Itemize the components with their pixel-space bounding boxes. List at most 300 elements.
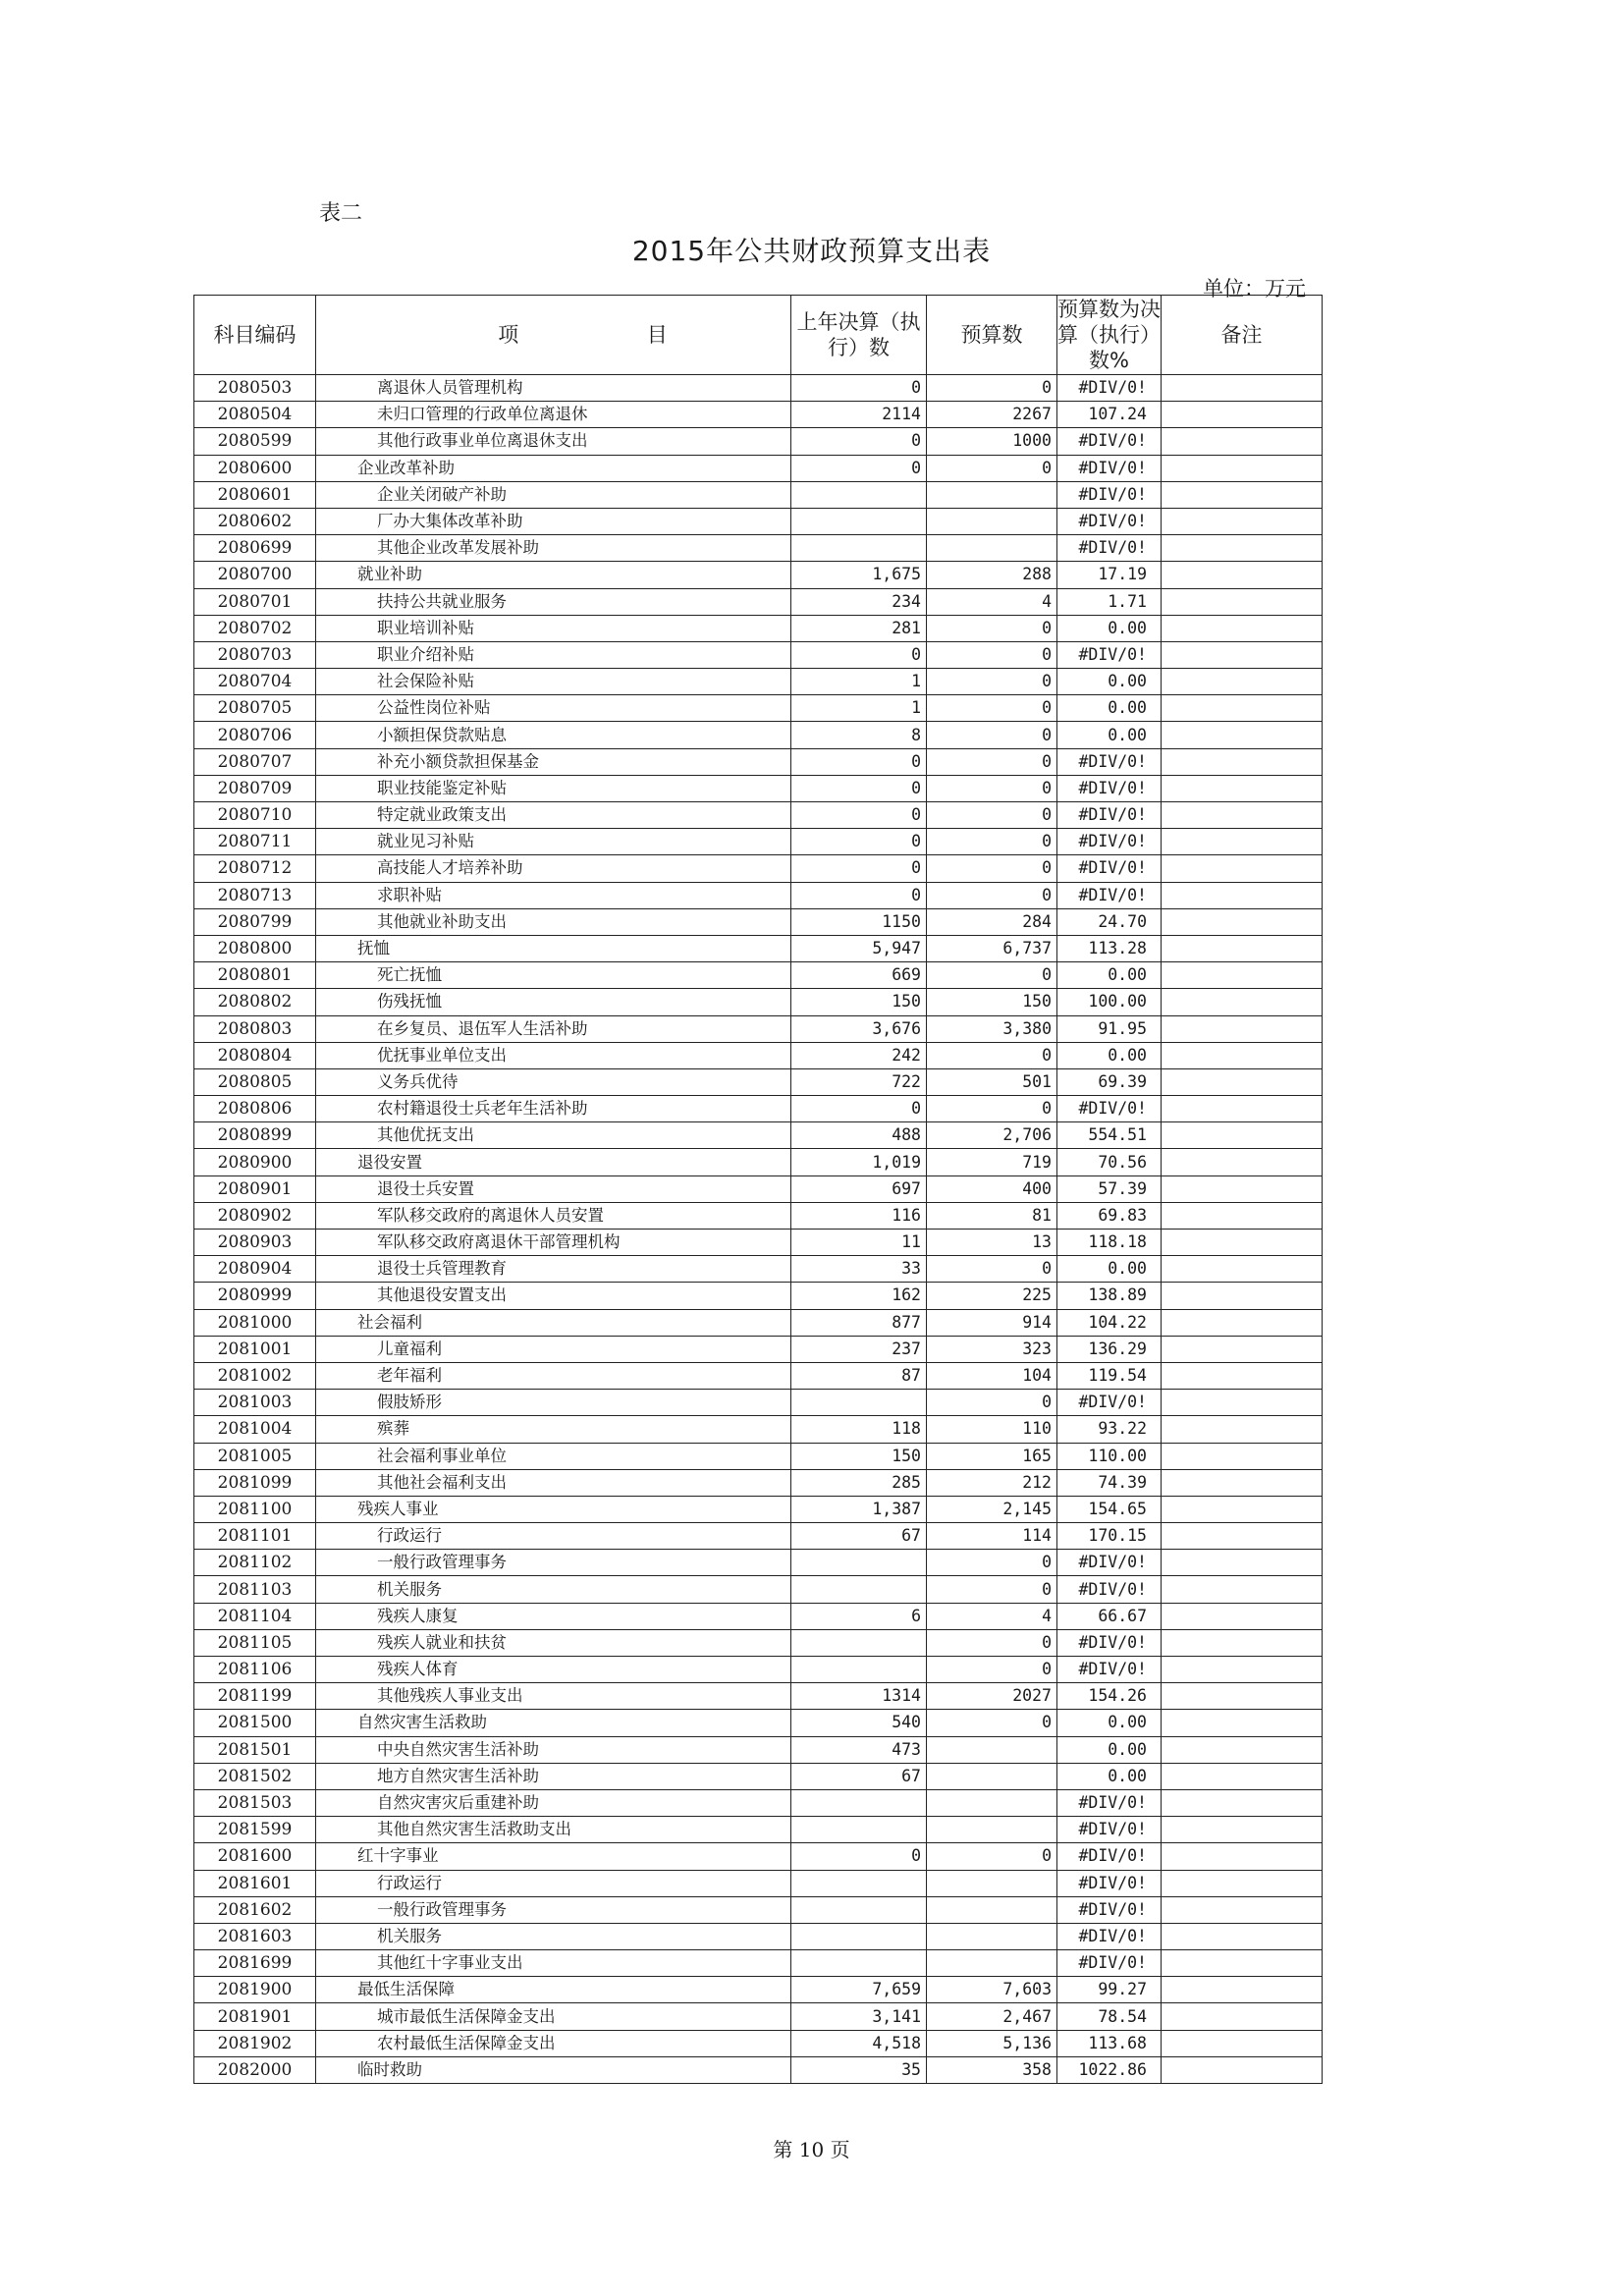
note-cell xyxy=(1162,2003,1323,2030)
note-cell xyxy=(1162,1763,1323,1789)
prev-actual-cell xyxy=(791,1950,927,1977)
code-cell: 2081003 xyxy=(194,1390,316,1416)
ratio-cell: #DIV/0! xyxy=(1057,802,1162,829)
item-name-cell: 未归口管理的行政单位离退休 xyxy=(316,402,791,428)
note-cell xyxy=(1162,1550,1323,1576)
item-name-cell: 离退休人员管理机构 xyxy=(316,375,791,402)
ratio-cell: #DIV/0! xyxy=(1057,1843,1162,1870)
item-name-cell: 补充小额贷款担保基金 xyxy=(316,748,791,775)
prev-actual-cell: 5,947 xyxy=(791,935,927,961)
ratio-cell: 0.00 xyxy=(1057,962,1162,989)
note-cell xyxy=(1162,669,1323,695)
item-name-cell: 城市最低生活保障金支出 xyxy=(316,2003,791,2030)
table-row xyxy=(194,1789,1323,1816)
header-code: 科目编码 xyxy=(194,296,316,375)
note-cell xyxy=(1162,1896,1323,1923)
prev-actual-cell xyxy=(791,508,927,534)
code-cell: 2080712 xyxy=(194,855,316,882)
prev-actual-cell: 0 xyxy=(791,802,927,829)
header-item-part-1: 项 xyxy=(498,323,519,347)
budget-cell: 0 xyxy=(927,962,1057,989)
table-row xyxy=(194,1683,1323,1710)
table-row xyxy=(194,748,1323,775)
item-name-cell: 假肢矫形 xyxy=(316,1390,791,1416)
item-name-cell: 退役士兵安置 xyxy=(316,1175,791,1202)
item-name-cell: 农村籍退役士兵老年生活补助 xyxy=(316,1096,791,1122)
table-row xyxy=(194,829,1323,855)
note-cell xyxy=(1162,2056,1323,2083)
code-cell: 2081599 xyxy=(194,1817,316,1843)
ratio-cell: #DIV/0! xyxy=(1057,1950,1162,1977)
budget-cell: 0 xyxy=(927,1576,1057,1603)
ratio-cell: #DIV/0! xyxy=(1057,1390,1162,1416)
budget-cell: 5,136 xyxy=(927,2030,1057,2056)
ratio-cell: 118.18 xyxy=(1057,1230,1162,1256)
note-cell xyxy=(1162,1843,1323,1870)
note-cell xyxy=(1162,481,1323,508)
note-cell xyxy=(1162,1977,1323,2003)
budget-cell: 2027 xyxy=(927,1683,1057,1710)
note-cell xyxy=(1162,1443,1323,1469)
code-cell: 2082000 xyxy=(194,2056,316,2083)
item-name-cell: 机关服务 xyxy=(316,1576,791,1603)
budget-cell: 0 xyxy=(927,1390,1057,1416)
item-name-cell: 伤残抚恤 xyxy=(316,989,791,1015)
budget-cell: 0 xyxy=(927,1096,1057,1122)
code-cell: 2080601 xyxy=(194,481,316,508)
table-row xyxy=(194,508,1323,534)
ratio-cell: #DIV/0! xyxy=(1057,508,1162,534)
budget-cell: 81 xyxy=(927,1202,1057,1229)
item-name-cell: 其他退役安置支出 xyxy=(316,1283,791,1309)
budget-cell: 0 xyxy=(927,615,1057,641)
prev-actual-cell: 3,676 xyxy=(791,1015,927,1042)
table-row xyxy=(194,1977,1323,2003)
table-row xyxy=(194,1950,1323,1977)
budget-cell: 0 xyxy=(927,641,1057,668)
table-row xyxy=(194,641,1323,668)
table-row xyxy=(194,1870,1323,1896)
code-cell: 2081102 xyxy=(194,1550,316,1576)
table-label: 表二 xyxy=(319,201,363,226)
code-cell: 2080800 xyxy=(194,935,316,961)
ratio-cell: #DIV/0! xyxy=(1057,1657,1162,1683)
prev-actual-cell: 87 xyxy=(791,1362,927,1389)
note-cell xyxy=(1162,588,1323,615)
budget-cell: 0 xyxy=(927,1657,1057,1683)
ratio-cell: 17.19 xyxy=(1057,562,1162,588)
code-cell: 2081602 xyxy=(194,1896,316,1923)
budget-cell: 0 xyxy=(927,748,1057,775)
prev-actual-cell: 0 xyxy=(791,455,927,481)
ratio-cell: 554.51 xyxy=(1057,1122,1162,1149)
prev-actual-cell: 281 xyxy=(791,615,927,641)
table-row xyxy=(194,722,1323,748)
item-name-cell: 残疾人事业 xyxy=(316,1496,791,1522)
ratio-cell: 74.39 xyxy=(1057,1469,1162,1496)
item-name-cell: 地方自然灾害生活补助 xyxy=(316,1763,791,1789)
note-cell xyxy=(1162,935,1323,961)
item-name-cell: 军队移交政府的离退休人员安置 xyxy=(316,1202,791,1229)
ratio-cell: 170.15 xyxy=(1057,1523,1162,1550)
table-row xyxy=(194,1443,1323,1469)
note-cell xyxy=(1162,508,1323,534)
item-name-cell: 公益性岗位补贴 xyxy=(316,695,791,722)
item-name-cell: 社会保险补贴 xyxy=(316,669,791,695)
prev-actual-cell: 1 xyxy=(791,669,927,695)
code-cell: 2081000 xyxy=(194,1309,316,1336)
prev-actual-cell: 3,141 xyxy=(791,2003,927,2030)
item-name-cell: 其他就业补助支出 xyxy=(316,908,791,935)
item-name-cell: 一般行政管理事务 xyxy=(316,1550,791,1576)
table-row xyxy=(194,775,1323,801)
item-name-cell: 老年福利 xyxy=(316,1362,791,1389)
prev-actual-cell xyxy=(791,1870,927,1896)
prev-actual-cell: 234 xyxy=(791,588,927,615)
note-cell xyxy=(1162,1096,1323,1122)
item-name-cell: 红十字事业 xyxy=(316,1843,791,1870)
prev-actual-cell: 7,659 xyxy=(791,1977,927,2003)
table-row xyxy=(194,1710,1323,1736)
budget-cell: 2267 xyxy=(927,402,1057,428)
budget-cell: 0 xyxy=(927,1550,1057,1576)
prev-actual-cell: 0 xyxy=(791,1096,927,1122)
code-cell: 2081104 xyxy=(194,1603,316,1629)
note-cell xyxy=(1162,1736,1323,1763)
note-cell xyxy=(1162,1309,1323,1336)
code-cell: 2080709 xyxy=(194,775,316,801)
note-cell xyxy=(1162,1523,1323,1550)
note-cell xyxy=(1162,1149,1323,1175)
budget-cell xyxy=(927,1817,1057,1843)
budget-cell: 0 xyxy=(927,882,1057,908)
note-cell xyxy=(1162,1950,1323,1977)
ratio-cell: 0.00 xyxy=(1057,722,1162,748)
prev-actual-cell: 0 xyxy=(791,882,927,908)
prev-actual-cell: 118 xyxy=(791,1416,927,1443)
ratio-cell: 69.83 xyxy=(1057,1202,1162,1229)
ratio-cell: #DIV/0! xyxy=(1057,375,1162,402)
code-cell: 2081099 xyxy=(194,1469,316,1496)
item-name-cell: 特定就业政策支出 xyxy=(316,802,791,829)
item-name-cell: 其他红十字事业支出 xyxy=(316,1950,791,1977)
note-cell xyxy=(1162,428,1323,455)
code-cell: 2080801 xyxy=(194,962,316,989)
ratio-cell: 107.24 xyxy=(1057,402,1162,428)
budget-cell xyxy=(927,481,1057,508)
prev-actual-cell: 242 xyxy=(791,1042,927,1068)
ratio-cell: #DIV/0! xyxy=(1057,1789,1162,1816)
unit-label: 单位：万元 xyxy=(1203,277,1306,301)
note-cell xyxy=(1162,1710,1323,1736)
code-cell: 2080999 xyxy=(194,1283,316,1309)
table-row xyxy=(194,1309,1323,1336)
code-cell: 2081902 xyxy=(194,2030,316,2056)
prev-actual-cell: 540 xyxy=(791,1710,927,1736)
note-cell xyxy=(1162,562,1323,588)
table-row xyxy=(194,1923,1323,1949)
ratio-cell: 0.00 xyxy=(1057,669,1162,695)
code-cell: 2080707 xyxy=(194,748,316,775)
note-cell xyxy=(1162,1015,1323,1042)
prev-actual-cell xyxy=(791,1789,927,1816)
table-row xyxy=(194,455,1323,481)
budget-cell: 0 xyxy=(927,1042,1057,1068)
prev-actual-cell: 1150 xyxy=(791,908,927,935)
header-ratio: 预算数为决算（执行）数% xyxy=(1057,296,1162,375)
note-cell xyxy=(1162,748,1323,775)
budget-cell: 2,145 xyxy=(927,1496,1057,1522)
table-row xyxy=(194,1817,1323,1843)
table-row xyxy=(194,1496,1323,1522)
budget-cell: 0 xyxy=(927,669,1057,695)
prev-actual-cell: 1 xyxy=(791,695,927,722)
code-cell: 2080803 xyxy=(194,1015,316,1042)
code-cell: 2080504 xyxy=(194,402,316,428)
budget-cell: 212 xyxy=(927,1469,1057,1496)
code-cell: 2081503 xyxy=(194,1789,316,1816)
ratio-cell: 69.39 xyxy=(1057,1068,1162,1095)
prev-actual-cell: 35 xyxy=(791,2056,927,2083)
item-name-cell: 抚恤 xyxy=(316,935,791,961)
note-cell xyxy=(1162,1362,1323,1389)
ratio-cell: 78.54 xyxy=(1057,2003,1162,2030)
code-cell: 2081004 xyxy=(194,1416,316,1443)
prev-actual-cell: 33 xyxy=(791,1256,927,1283)
budget-cell: 0 xyxy=(927,1256,1057,1283)
prev-actual-cell: 722 xyxy=(791,1068,927,1095)
prev-actual-cell: 0 xyxy=(791,428,927,455)
table-row xyxy=(194,962,1323,989)
budget-cell: 0 xyxy=(927,855,1057,882)
note-cell xyxy=(1162,615,1323,641)
table-row xyxy=(194,615,1323,641)
ratio-cell: 136.29 xyxy=(1057,1336,1162,1362)
table-row xyxy=(194,989,1323,1015)
table-row xyxy=(194,2030,1323,2056)
prev-actual-cell: 2114 xyxy=(791,402,927,428)
budget-cell: 2,706 xyxy=(927,1122,1057,1149)
ratio-cell: 57.39 xyxy=(1057,1175,1162,1202)
code-cell: 2080802 xyxy=(194,989,316,1015)
code-cell: 2081001 xyxy=(194,1336,316,1362)
ratio-cell: #DIV/0! xyxy=(1057,1096,1162,1122)
item-name-cell: 其他企业改革发展补助 xyxy=(316,535,791,562)
note-cell xyxy=(1162,1496,1323,1522)
prev-actual-cell xyxy=(791,1629,927,1656)
budget-cell: 0 xyxy=(927,775,1057,801)
item-name-cell: 扶持公共就业服务 xyxy=(316,588,791,615)
code-cell: 2080903 xyxy=(194,1230,316,1256)
code-cell: 2080703 xyxy=(194,641,316,668)
prev-actual-cell xyxy=(791,1896,927,1923)
item-name-cell: 其他自然灾害生活救助支出 xyxy=(316,1817,791,1843)
budget-cell: 150 xyxy=(927,989,1057,1015)
code-cell: 2081901 xyxy=(194,2003,316,2030)
note-cell xyxy=(1162,1817,1323,1843)
ratio-cell: #DIV/0! xyxy=(1057,1629,1162,1656)
note-cell xyxy=(1162,1042,1323,1068)
budget-cell: 323 xyxy=(927,1336,1057,1362)
budget-cell xyxy=(927,1870,1057,1896)
prev-actual-cell: 0 xyxy=(791,641,927,668)
prev-actual-cell: 1,675 xyxy=(791,562,927,588)
code-cell: 2080900 xyxy=(194,1149,316,1175)
prev-actual-cell xyxy=(791,1550,927,1576)
item-name-cell: 企业关闭破产补助 xyxy=(316,481,791,508)
item-name-cell: 残疾人就业和扶贫 xyxy=(316,1629,791,1656)
budget-table-container xyxy=(193,295,1322,2084)
ratio-cell: 0.00 xyxy=(1057,695,1162,722)
code-cell: 2081603 xyxy=(194,1923,316,1949)
code-cell: 2081005 xyxy=(194,1443,316,1469)
budget-cell: 165 xyxy=(927,1443,1057,1469)
budget-cell: 104 xyxy=(927,1362,1057,1389)
prev-actual-cell: 67 xyxy=(791,1523,927,1550)
item-name-cell: 死亡抚恤 xyxy=(316,962,791,989)
code-cell: 2081103 xyxy=(194,1576,316,1603)
prev-actual-cell: 0 xyxy=(791,1843,927,1870)
prev-actual-cell: 116 xyxy=(791,1202,927,1229)
budget-cell: 225 xyxy=(927,1283,1057,1309)
budget-cell: 0 xyxy=(927,1710,1057,1736)
item-name-cell: 义务兵优待 xyxy=(316,1068,791,1095)
table-row xyxy=(194,588,1323,615)
ratio-cell: #DIV/0! xyxy=(1057,455,1162,481)
item-name-cell: 中央自然灾害生活补助 xyxy=(316,1736,791,1763)
table-row xyxy=(194,1523,1323,1550)
table-row xyxy=(194,1736,1323,1763)
note-cell xyxy=(1162,1068,1323,1095)
code-cell: 2081106 xyxy=(194,1657,316,1683)
table-row xyxy=(194,428,1323,455)
table-row xyxy=(194,1843,1323,1870)
prev-actual-cell: 150 xyxy=(791,1443,927,1469)
prev-actual-cell: 0 xyxy=(791,829,927,855)
ratio-cell: 138.89 xyxy=(1057,1283,1162,1309)
budget-cell xyxy=(927,508,1057,534)
note-cell xyxy=(1162,455,1323,481)
item-name-cell: 临时救助 xyxy=(316,2056,791,2083)
budget-cell: 0 xyxy=(927,375,1057,402)
ratio-cell: #DIV/0! xyxy=(1057,481,1162,508)
table-row xyxy=(194,1149,1323,1175)
code-cell: 2080805 xyxy=(194,1068,316,1095)
ratio-cell: 110.00 xyxy=(1057,1443,1162,1469)
note-cell xyxy=(1162,1789,1323,1816)
note-cell xyxy=(1162,641,1323,668)
prev-actual-cell: 162 xyxy=(791,1283,927,1309)
note-cell xyxy=(1162,722,1323,748)
table-row xyxy=(194,1896,1323,1923)
code-cell: 2080799 xyxy=(194,908,316,935)
table-row xyxy=(194,1550,1323,1576)
item-name-cell: 残疾人康复 xyxy=(316,1603,791,1629)
ratio-cell: #DIV/0! xyxy=(1057,535,1162,562)
code-cell: 2080704 xyxy=(194,669,316,695)
note-cell xyxy=(1162,908,1323,935)
item-name-cell: 机关服务 xyxy=(316,1923,791,1949)
item-name-cell: 社会福利 xyxy=(316,1309,791,1336)
code-cell: 2080904 xyxy=(194,1256,316,1283)
budget-cell: 0 xyxy=(927,1629,1057,1656)
prev-actual-cell: 150 xyxy=(791,989,927,1015)
prev-actual-cell: 11 xyxy=(791,1230,927,1256)
prev-actual-cell: 6 xyxy=(791,1603,927,1629)
budget-cell: 284 xyxy=(927,908,1057,935)
code-cell: 2081199 xyxy=(194,1683,316,1710)
table-row xyxy=(194,1175,1323,1202)
budget-cell: 400 xyxy=(927,1175,1057,1202)
prev-actual-cell: 697 xyxy=(791,1175,927,1202)
prev-actual-cell: 0 xyxy=(791,855,927,882)
prev-actual-cell: 473 xyxy=(791,1736,927,1763)
budget-cell: 6,737 xyxy=(927,935,1057,961)
item-name-cell: 自然灾害生活救助 xyxy=(316,1710,791,1736)
table-row xyxy=(194,1202,1323,1229)
code-cell: 2080602 xyxy=(194,508,316,534)
table-row xyxy=(194,855,1323,882)
header-item-part-2: 目 xyxy=(646,323,668,347)
ratio-cell: 0.00 xyxy=(1057,1736,1162,1763)
ratio-cell: 119.54 xyxy=(1057,1362,1162,1389)
note-cell xyxy=(1162,1923,1323,1949)
ratio-cell: #DIV/0! xyxy=(1057,829,1162,855)
code-cell: 2080700 xyxy=(194,562,316,588)
budget-cell: 4 xyxy=(927,588,1057,615)
table-row xyxy=(194,1122,1323,1149)
table-row xyxy=(194,402,1323,428)
item-name-cell: 优抚事业单位支出 xyxy=(316,1042,791,1068)
note-cell xyxy=(1162,535,1323,562)
code-cell: 2080599 xyxy=(194,428,316,455)
item-name-cell: 就业补助 xyxy=(316,562,791,588)
table-row xyxy=(194,1362,1323,1389)
code-cell: 2080699 xyxy=(194,535,316,562)
budget-cell xyxy=(927,535,1057,562)
table-row xyxy=(194,1096,1323,1122)
table-row xyxy=(194,695,1323,722)
ratio-cell: #DIV/0! xyxy=(1057,1550,1162,1576)
table-row xyxy=(194,1015,1323,1042)
item-name-cell: 在乡复员、退伍军人生活补助 xyxy=(316,1015,791,1042)
table-row xyxy=(194,1283,1323,1309)
code-cell: 2081002 xyxy=(194,1362,316,1389)
ratio-cell: 0.00 xyxy=(1057,1256,1162,1283)
prev-actual-cell: 67 xyxy=(791,1763,927,1789)
code-cell: 2080710 xyxy=(194,802,316,829)
code-cell: 2080713 xyxy=(194,882,316,908)
header-note: 备注 xyxy=(1162,296,1323,375)
budget-cell: 914 xyxy=(927,1309,1057,1336)
prev-actual-cell xyxy=(791,535,927,562)
prev-actual-cell: 1,387 xyxy=(791,1496,927,1522)
ratio-cell: 0.00 xyxy=(1057,1763,1162,1789)
code-cell: 2080902 xyxy=(194,1202,316,1229)
budget-cell: 0 xyxy=(927,829,1057,855)
ratio-cell: 100.00 xyxy=(1057,989,1162,1015)
item-name-cell: 其他残疾人事业支出 xyxy=(316,1683,791,1710)
table-row xyxy=(194,535,1323,562)
prev-actual-cell: 488 xyxy=(791,1122,927,1149)
ratio-cell: 104.22 xyxy=(1057,1309,1162,1336)
code-cell: 2080806 xyxy=(194,1096,316,1122)
budget-cell xyxy=(927,1923,1057,1949)
budget-cell: 4 xyxy=(927,1603,1057,1629)
code-cell: 2080701 xyxy=(194,588,316,615)
item-name-cell: 其他行政事业单位离退休支出 xyxy=(316,428,791,455)
budget-cell: 2,467 xyxy=(927,2003,1057,2030)
